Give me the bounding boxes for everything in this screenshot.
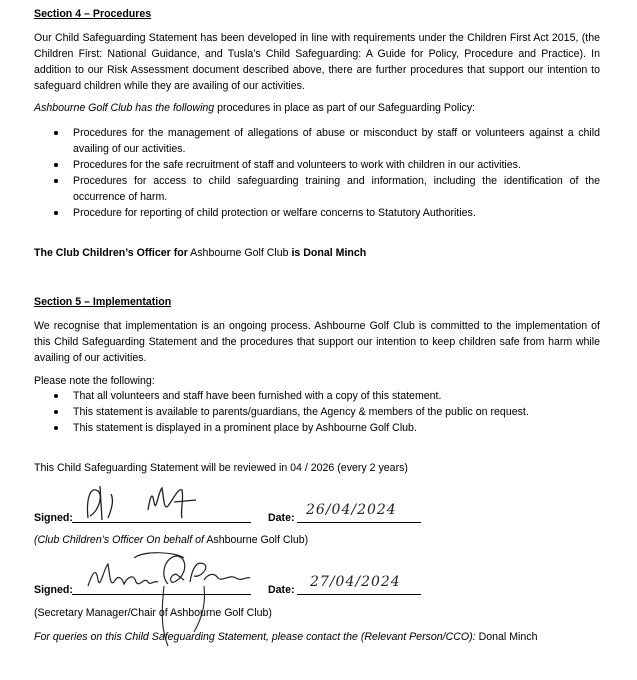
signature-1-image [78,480,218,526]
implementation-list [34,388,600,436]
section-5-intro: We recognise that implementation is an ongoing process. Ashbourne Golf Club is committed to the implementation of this Child Safeguarding Statement and the procedures that support our intention to keep children safe from harm while availing of our activities. [34,320,600,364]
list-item: This statement is displayed in a prominent place by Ashbourne Golf Club. [34,420,600,436]
queries-contact [34,629,537,645]
section-5-heading: Section 5 – Implementation [34,296,172,308]
caption-1-rest: Ashbourne Golf Club) [203,534,309,546]
date-line-2 [297,594,421,595]
signature-2-caption: (Secretary Manager/Chair of Ashbourne Golf Club) [34,607,272,619]
review-statement: This Child Safeguarding Statement will be reviewed in 04 / 2026 (every 2 years) [34,462,408,474]
cco-part-1: The Club Children’s Officer for [34,247,188,259]
date-label-1: Date: [268,512,295,524]
signed-label-1: Signed: [34,512,73,524]
cco-club-name: Ashbourne Golf Club [187,247,292,259]
section-4-intro: Our Child Safeguarding Statement has been developed in line with requirements under the Children First Act 2015, (the Children First: National Guidance, and Tusla’s Child Safeguarding: A Guide for Policy, Procedure and Practice). In addition to our Risk Assessment document described above, there are further procedures that support our intention to safeguard children while they are availing of our activities. [34,32,600,92]
list-item: Procedures for the safe recruitment of staff and volunteers to work with children in our activities. [34,157,600,173]
section-4-heading: Section 4 – Procedures [34,8,152,20]
procedures-lead-rest: procedures in place as part of our Safeguarding Policy: [214,102,476,114]
cco-statement [34,245,366,261]
queries-name: Donal Minch [475,631,538,643]
list-item: This statement is available to parents/guardians, the Agency & members of the public on request. [34,404,600,420]
signature-1-date: 26/04/2024 [306,502,397,518]
note-label: Please note the following: [34,375,155,387]
list-item: Procedures for access to child safeguarding training and information, including the identification of the occurrence of harm. [34,173,600,205]
procedures-lead [34,100,475,116]
cco-name: is Donal Minch [291,247,367,259]
procedures-list [34,125,600,221]
queries-italic: For queries on this Child Safeguarding Statement, please contact the (Relevant Person/CCO): [34,631,476,643]
list-item: Procedure for reporting of child protection or welfare concerns to Statutory Authorities. [34,205,600,221]
list-item: Procedures for the management of allegations of abuse or misconduct by staff or volunteers against a child availing of our activities. [34,125,600,157]
date-label-2: Date: [268,584,295,596]
list-item: That all volunteers and staff have been furnished with a copy of this statement. [34,388,600,404]
date-line-1 [297,522,421,523]
caption-1-italic: (Club Children’s Officer On behalf of [34,534,204,546]
procedures-lead-italic: Ashbourne Golf Club has the following [34,102,215,114]
signed-label-2: Signed: [34,584,73,596]
signature-2-date: 27/04/2024 [310,574,401,590]
